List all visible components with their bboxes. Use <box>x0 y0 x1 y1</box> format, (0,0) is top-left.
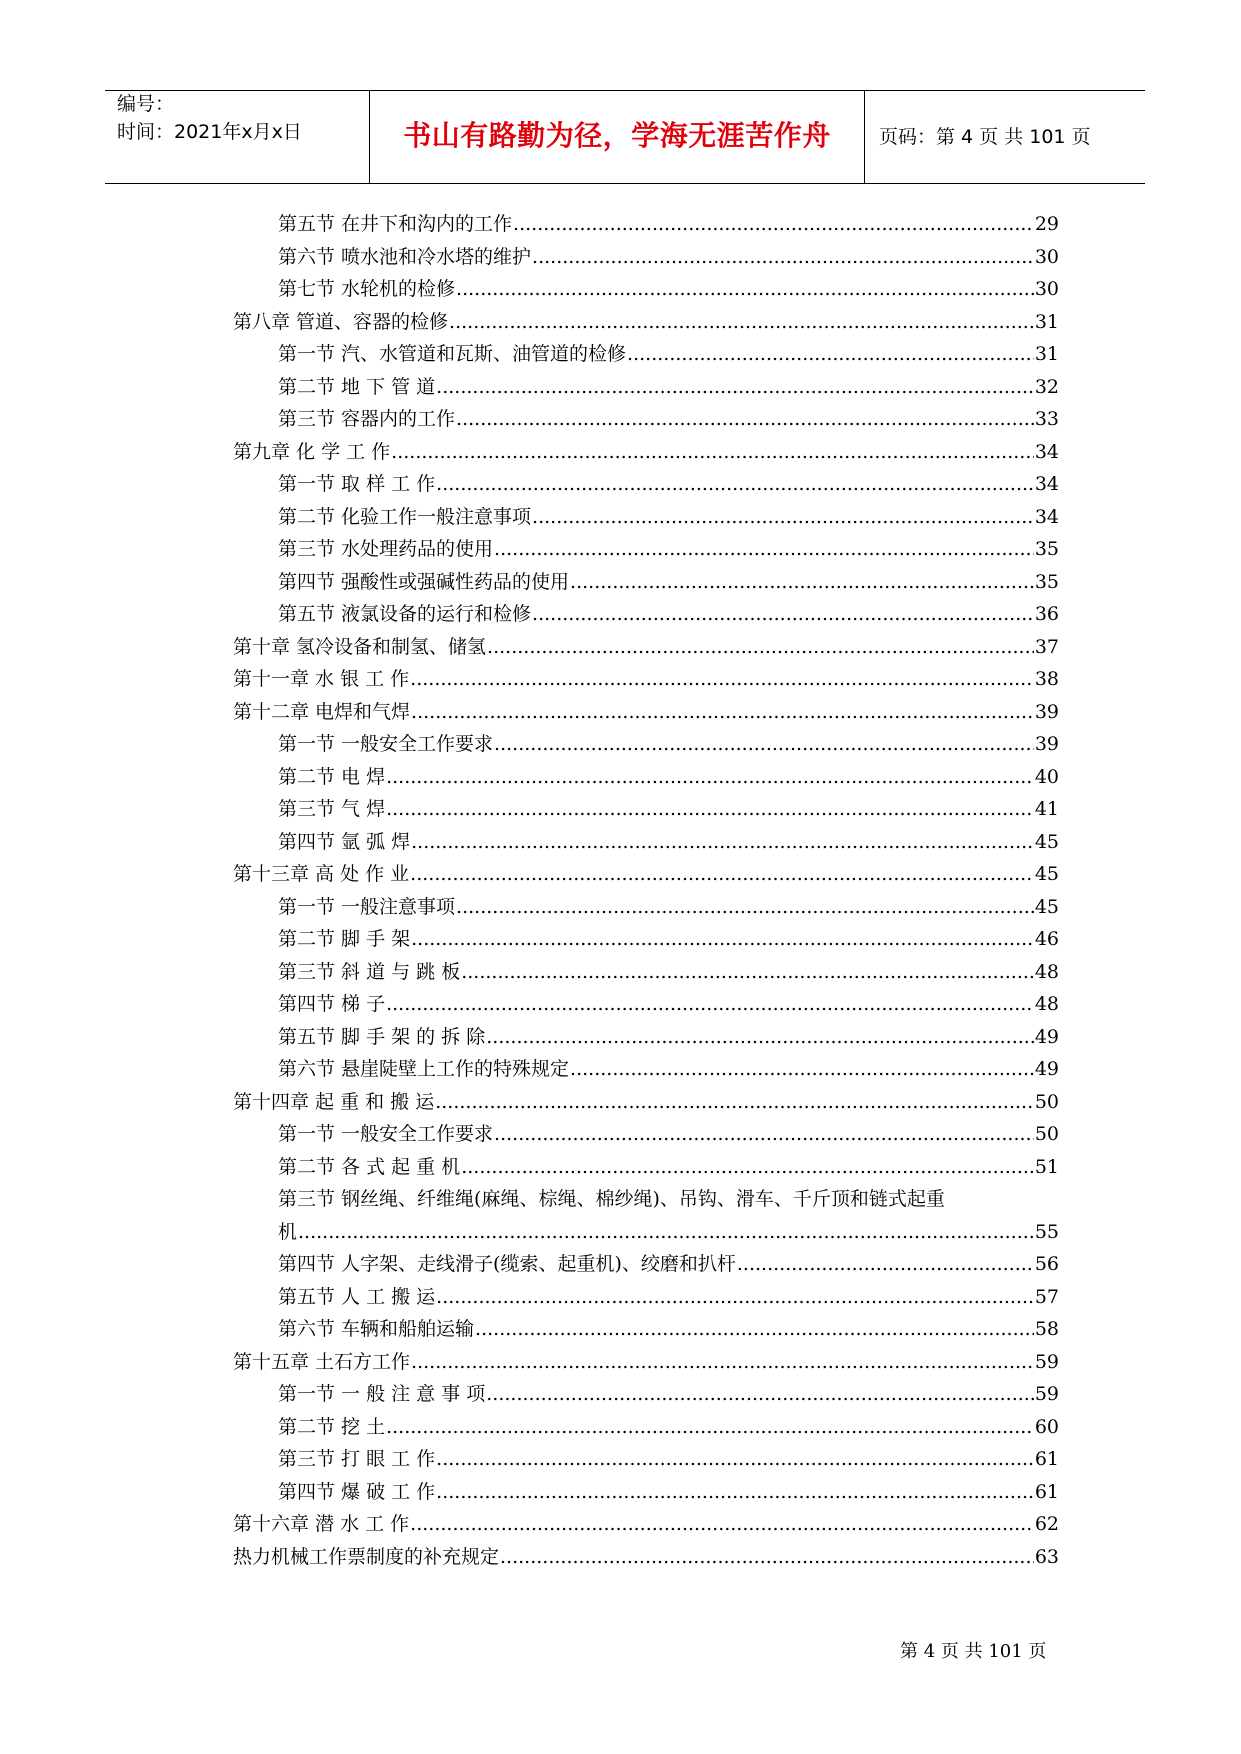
toc-dot-leader <box>532 504 1034 530</box>
toc-entry-page: 31 <box>1034 310 1059 333</box>
toc-entry-page: 48 <box>1034 993 1059 1015</box>
toc-entry-page: 51 <box>1034 1155 1059 1178</box>
toc-section-entry[interactable] <box>278 1121 1059 1147</box>
toc-section-entry[interactable] <box>278 1414 1059 1440</box>
toc-section-entry[interactable] <box>278 1284 1059 1310</box>
toc-entry-title: 第五节 在井下和沟内的工作 <box>278 213 513 235</box>
toc-entry-page: 33 <box>1034 408 1059 430</box>
toc-dot-leader <box>410 666 1034 692</box>
toc-section-entry[interactable] <box>278 341 1059 367</box>
toc-entry-title: 第四节 爆 破 工 作 <box>278 1480 436 1503</box>
toc-entry-title: 第三节 气 焊 <box>278 798 386 820</box>
toc-dot-leader <box>532 244 1034 270</box>
toc-entry-title: 第五节 脚 手 架 的 拆 除 <box>278 1025 486 1048</box>
toc-entry-title: 第十二章 电焊和气焊 <box>233 700 411 723</box>
toc-entry-page: 39 <box>1034 733 1059 755</box>
toc-dot-leader <box>410 861 1034 887</box>
toc-entry-title: 第六节 悬崖陡壁上工作的特殊规定 <box>278 1058 570 1080</box>
toc-entry-title: 第七节 水轮机的检修 <box>278 278 456 300</box>
toc-section-entry[interactable] <box>278 504 1059 530</box>
toc-chapter-entry[interactable] <box>233 861 1059 887</box>
toc-entry-page: 48 <box>1034 960 1059 983</box>
toc-section-entry[interactable] <box>278 731 1059 757</box>
toc-dot-leader <box>449 309 1034 335</box>
toc-chapter-entry[interactable] <box>233 699 1059 725</box>
toc-dot-leader <box>435 1089 1034 1115</box>
header-motto: 书山有路勤为径，学海无涯苦作舟 <box>403 119 831 152</box>
toc-entry-page: 45 <box>1034 895 1059 918</box>
toc-dot-leader <box>410 1511 1034 1537</box>
toc-section-entry[interactable] <box>278 1381 1059 1407</box>
toc-entry-page: 29 <box>1034 213 1059 235</box>
toc-entry-title: 第十四章 起 重 和 搬 运 <box>233 1090 435 1113</box>
toc-entry-page: 40 <box>1034 765 1059 788</box>
toc-entry-page: 34 <box>1034 505 1059 528</box>
toc-entry-page: 59 <box>1034 1383 1059 1405</box>
toc-dot-leader <box>456 406 1034 432</box>
toc-dot-leader <box>513 211 1034 237</box>
toc-dot-leader <box>386 991 1034 1017</box>
toc-entry-title: 第一节 一般安全工作要求 <box>278 733 494 755</box>
toc-entry-page: 30 <box>1034 245 1059 268</box>
toc-dot-leader <box>436 471 1034 497</box>
toc-entry-title: 第八章 管道、容器的检修 <box>233 310 449 333</box>
toc-dot-leader <box>386 1414 1034 1440</box>
toc-dot-leader <box>570 569 1034 595</box>
toc-section-entry[interactable] <box>278 959 1059 985</box>
toc-dot-leader <box>436 1284 1034 1310</box>
toc-dot-leader <box>456 276 1034 302</box>
toc-dot-leader <box>386 796 1034 822</box>
toc-entry-title: 第三节 打 眼 工 作 <box>278 1448 436 1470</box>
toc-entry-title: 第三节 水处理药品的使用 <box>278 538 494 560</box>
toc-entry-page: 36 <box>1034 603 1059 625</box>
document-number-label: 编号： <box>117 93 175 115</box>
toc-entry-title: 第十三章 高 处 作 业 <box>233 863 410 885</box>
toc-chapter-entry[interactable] <box>233 1089 1059 1115</box>
toc-entry-page: 39 <box>1034 700 1059 723</box>
toc-dot-leader <box>436 1479 1034 1505</box>
toc-entry-page: 49 <box>1034 1058 1059 1080</box>
toc-section-entry[interactable] <box>278 764 1059 790</box>
toc-dot-leader <box>436 1446 1034 1472</box>
toc-entry-page: 57 <box>1034 1285 1059 1308</box>
toc-entry-page: 34 <box>1034 473 1059 495</box>
toc-entry-page: 46 <box>1034 928 1059 950</box>
toc-section-entry[interactable] <box>278 211 1059 237</box>
toc-dot-leader <box>500 1544 1034 1570</box>
toc-entry-page: 34 <box>1034 440 1059 463</box>
toc-dot-leader <box>570 1056 1034 1082</box>
toc-dot-leader <box>298 1219 1034 1245</box>
toc-section-entry[interactable] <box>278 374 1059 400</box>
toc-dot-leader <box>411 829 1034 855</box>
toc-section-entry[interactable] <box>278 471 1059 497</box>
toc-entry-title: 第十六章 潜 水 工 作 <box>233 1513 410 1535</box>
toc-dot-leader <box>486 1381 1034 1407</box>
toc-section-entry[interactable] <box>278 1251 1059 1277</box>
toc-chapter-entry[interactable] <box>233 1349 1059 1375</box>
toc-section-entry[interactable] <box>278 1056 1059 1082</box>
toc-entry-title: 第三节 钢丝绳、纤维绳(麻绳、棕绳、棉纱绳)、吊钩、滑车、千斤顶和链式起重 <box>278 1188 945 1210</box>
toc-dot-leader <box>411 699 1034 725</box>
page-footer: 第 4 页 共 101 页 <box>900 1641 1047 1662</box>
toc-entry-title: 第三节 斜 道 与 跳 板 <box>278 960 461 983</box>
toc-section-entry[interactable] <box>278 991 1059 1017</box>
toc-entry-page: 45 <box>1034 830 1059 853</box>
toc-entry-title: 第三节 容器内的工作 <box>278 408 456 430</box>
toc-chapter-entry[interactable] <box>233 1544 1059 1570</box>
toc-entry-title: 第十一章 水 银 工 作 <box>233 668 410 690</box>
toc-chapter-entry[interactable] <box>233 666 1059 692</box>
toc-entry-continuation[interactable] <box>278 1219 1059 1245</box>
toc-entry-page: 59 <box>1034 1350 1059 1373</box>
toc-entry-page: 35 <box>1034 538 1059 560</box>
toc-entry-title: 第二节 各 式 起 重 机 <box>278 1155 461 1178</box>
toc-section-entry[interactable] <box>278 1479 1059 1505</box>
toc-dot-leader <box>532 601 1034 627</box>
toc-entry-title: 第一节 取 样 工 作 <box>278 473 436 495</box>
toc-dot-leader <box>737 1251 1034 1277</box>
toc-entry-page: 50 <box>1034 1123 1059 1145</box>
toc-entry-title: 第九章 化 学 工 作 <box>233 440 391 463</box>
toc-section-entry[interactable] <box>278 1024 1059 1050</box>
toc-entry-page: 58 <box>1034 1318 1059 1340</box>
toc-chapter-entry[interactable] <box>233 634 1059 660</box>
toc-dot-leader <box>461 1154 1034 1180</box>
toc-entry-title: 第二节 挖 土 <box>278 1415 386 1438</box>
toc-entry-title: 第五节 液氯设备的运行和检修 <box>278 603 532 625</box>
toc-entry-page: 45 <box>1034 863 1059 885</box>
toc-dot-leader <box>486 1024 1034 1050</box>
header-page-number: 页码：第 4 页 共 101 页 <box>879 126 1091 148</box>
toc-entry-page: 38 <box>1034 668 1059 690</box>
toc-dot-leader <box>461 959 1034 985</box>
toc-entry-page: 60 <box>1034 1415 1059 1438</box>
toc-entry-page: 61 <box>1034 1448 1059 1470</box>
toc-entry-title: 第四节 梯 子 <box>278 993 386 1015</box>
toc-entry-page: 56 <box>1034 1253 1059 1275</box>
toc-entry-title: 第二节 化验工作一般注意事项 <box>278 505 532 528</box>
toc-section-entry[interactable] <box>278 244 1059 270</box>
toc-dot-leader <box>391 439 1034 465</box>
toc-entry-title: 第一节 一般注意事项 <box>278 895 456 918</box>
toc-entry-page: 30 <box>1034 278 1059 300</box>
toc-dot-leader <box>487 634 1034 660</box>
toc-entry-page: 37 <box>1034 635 1059 658</box>
toc-entry-title: 第四节 人字架、走线滑子(缆索、起重机)、绞磨和扒杆 <box>278 1253 736 1275</box>
toc-dot-leader <box>386 764 1034 790</box>
toc-section-entry[interactable] <box>278 1316 1059 1342</box>
toc-entry-title: 第四节 强酸性或强碱性药品的使用 <box>278 570 570 593</box>
toc-dot-leader <box>411 926 1034 952</box>
toc-entry-page: 63 <box>1034 1545 1059 1568</box>
toc-entry-title: 第一节 汽、水管道和瓦斯、油管道的检修 <box>278 343 627 365</box>
toc-entry-page: 49 <box>1034 1025 1059 1048</box>
toc-section-entry[interactable] <box>278 829 1059 855</box>
toc-entry-title: 第二节 脚 手 架 <box>278 928 411 950</box>
toc-entry-title: 热力机械工作票制度的补充规定 <box>233 1545 500 1568</box>
toc-entry-page: 35 <box>1034 570 1059 593</box>
toc-entry-title: 第六节 车辆和船舶运输 <box>278 1318 475 1340</box>
toc-section-entry[interactable] <box>278 796 1059 822</box>
toc-section-entry[interactable] <box>278 276 1059 302</box>
toc-section-entry[interactable] <box>278 1154 1059 1180</box>
toc-dot-leader <box>627 341 1034 367</box>
toc-entry-title: 第十五章 土石方工作 <box>233 1350 411 1373</box>
toc-dot-leader <box>475 1316 1034 1342</box>
toc-section-entry[interactable] <box>278 406 1059 432</box>
toc-section-entry[interactable] <box>278 601 1059 627</box>
toc-chapter-entry[interactable] <box>233 439 1059 465</box>
toc-dot-leader <box>436 374 1034 400</box>
toc-entry-page: 55 <box>1034 1220 1059 1243</box>
toc-entry-title: 第十章 氢冷设备和制氢、储氢 <box>233 635 487 658</box>
toc-entry-title: 第二节 电 焊 <box>278 765 386 788</box>
toc-dot-leader <box>494 731 1034 757</box>
toc-entry-title: 第五节 人 工 搬 运 <box>278 1285 436 1308</box>
toc-entry-title: 第一节 一 般 注 意 事 项 <box>278 1383 486 1405</box>
toc-entry-page: 50 <box>1034 1090 1059 1113</box>
toc-section-entry[interactable] <box>278 569 1059 595</box>
toc-entry-title: 第一节 一般安全工作要求 <box>278 1123 494 1145</box>
toc-entry[interactable] <box>278 1186 1059 1212</box>
toc-entry-title-cont: 机 <box>278 1220 298 1243</box>
toc-chapter-entry[interactable] <box>233 309 1059 335</box>
toc-dot-leader <box>494 536 1034 562</box>
toc-section-entry[interactable] <box>278 894 1059 920</box>
toc-entry-page: 31 <box>1034 343 1059 365</box>
toc-entry-title: 第四节 氩 弧 焊 <box>278 830 411 853</box>
toc-dot-leader <box>456 894 1034 920</box>
toc-section-entry[interactable] <box>278 926 1059 952</box>
toc-section-entry[interactable] <box>278 1446 1059 1472</box>
toc-entry-page: 32 <box>1034 375 1059 398</box>
toc-chapter-entry[interactable] <box>233 1511 1059 1537</box>
toc-section-entry[interactable] <box>278 536 1059 562</box>
toc-entry-title: 第六节 喷水池和冷水塔的维护 <box>278 245 532 268</box>
toc-dot-leader <box>494 1121 1034 1147</box>
toc-dot-leader <box>411 1349 1034 1375</box>
toc-entry-page: 62 <box>1034 1513 1059 1535</box>
toc-entry-page: 41 <box>1034 798 1059 820</box>
toc-entry-page: 61 <box>1034 1480 1059 1503</box>
toc-entry-title: 第二节 地 下 管 道 <box>278 375 436 398</box>
document-time-label: 时间：2021年x月x日 <box>117 121 302 143</box>
